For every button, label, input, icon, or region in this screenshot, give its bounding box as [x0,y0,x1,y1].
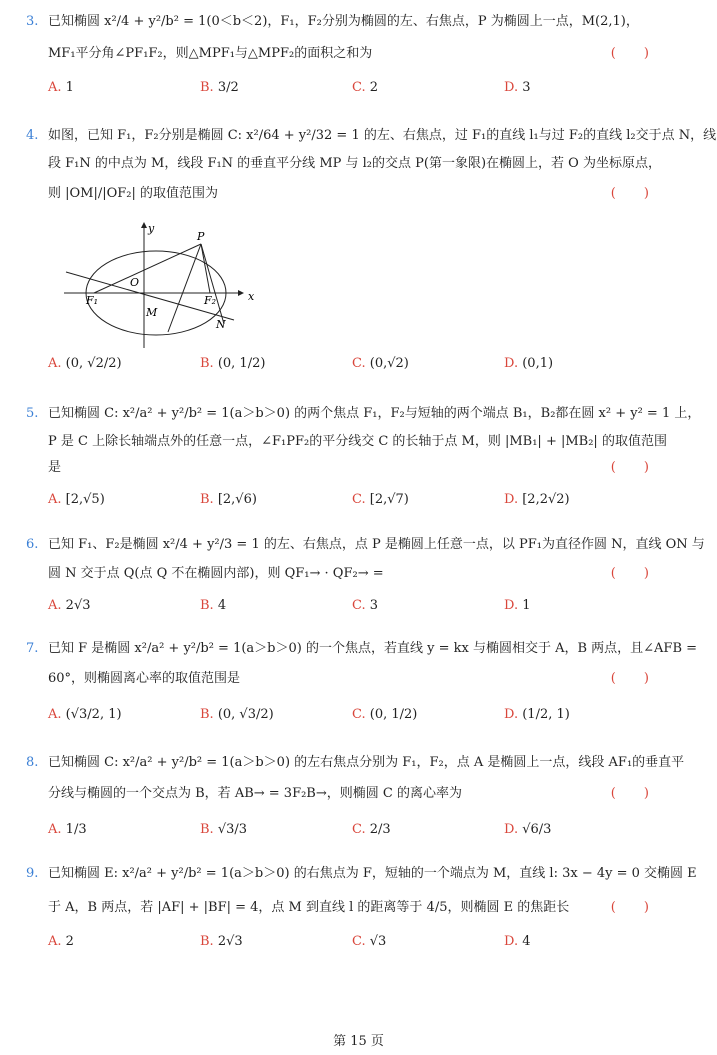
answer-paren: ( ) [610,786,661,801]
question-text-line: 已知椭圆 C: x²/a² + y²/b² = 1(a＞b＞0) 的两个焦点 F₁，F₂与短轴的两个端点 B₁，B₂都在圆 x² + y² = 1 上， [48,406,701,421]
question-text-line: 已知 F₁、F₂是椭圆 x²/4 + y²/3 = 1 的左、右焦点，点 P 是椭圆上任意一点，以 PF₁为直径作圆 N，直线 ON 与 [48,537,705,552]
option-d[interactable]: D. [2,2√2) [504,492,570,507]
question-text-line: 是 [48,460,62,475]
line-f2-p [201,244,210,293]
question-number: 9. [26,866,39,881]
question-text-line: 于 A，B 两点，若 |AF| + |BF| = 4，点 M 到直线 l 的距离等于 4/5，则椭圆 E 的焦距长 [48,900,570,915]
label-p: P [197,230,205,243]
question-6 [26,533,705,619]
question-number: 3. [26,14,39,29]
question-4 [26,124,717,386]
question-3 [26,10,699,110]
question-text-line: 分线与椭圆的一个交点为 B，若 AB→ = 3F₂B→，则椭圆 C 的离心率为 [48,786,462,801]
option-a[interactable]: A. 2√3 [48,598,91,613]
question-text-line: 如图，已知 F₁，F₂分别是椭圆 C: x²/64 + y²/32 = 1 的左、右焦点，过 F₁的直线 l₁与过 F₂的直线 l₂交于点 N，线 [48,128,717,143]
option-c[interactable]: C. 3 [352,598,379,613]
question-text-line: 圆 N 交于点 Q(点 Q 不在椭圆内部)，则 QF₁→ · QF₂→ = [48,566,384,581]
options [48,930,699,954]
option-b[interactable]: B. [2,√6) [200,492,257,507]
label-x: x [248,290,255,303]
answer-paren: ( ) [610,900,661,915]
option-b[interactable]: B. 3/2 [200,80,239,95]
option-c[interactable]: C. 2 [352,80,379,95]
question-text-line: 已知椭圆 C: x²/a² + y²/b² = 1(a＞b＞0) 的左右焦点分别为 F₁，F₂，点 A 是椭圆上一点，线段 AF₁的垂直平 [48,755,685,770]
answer-paren: ( ) [610,186,661,201]
question-text-line: MF₁平分角∠PF₁F₂，则△MPF₁与△MPF₂的面积之和为 [48,46,373,61]
options [48,703,699,727]
question-number: 6. [26,537,39,552]
option-d[interactable]: D. 4 [504,934,531,949]
option-d[interactable]: D. (0,1) [504,356,554,371]
option-b[interactable]: B. √3/3 [200,822,248,837]
option-a[interactable]: A. (√3/2, 1) [48,707,122,722]
label-m: M [146,306,158,319]
question-text-line: 60°，则椭圆离心率的取值范围是 [48,671,241,686]
options [48,818,699,842]
question-number: 5. [26,406,39,421]
answer-paren: ( ) [610,566,661,581]
option-a[interactable]: A. 2 [48,934,74,949]
option-b[interactable]: B. (0, 1/2) [200,356,266,371]
ellipse-figure [56,220,256,350]
option-d[interactable]: D. 3 [504,80,531,95]
options [48,352,699,376]
question-text-line: 则 |OM|/|OF₂| 的取值范围为 [48,186,219,201]
answer-paren: ( ) [610,671,661,686]
question-text-line: 已知椭圆 E: x²/a² + y²/b² = 1(a＞b＞0) 的右焦点为 F，短轴的一个端点为 M，直线 l: 3x − 4y = 0 交椭圆 E [48,866,697,881]
option-c[interactable]: C. (0,√2) [352,356,409,371]
question-number: 7. [26,641,39,656]
option-b[interactable]: B. 2√3 [200,934,243,949]
answer-paren: ( ) [610,460,661,475]
option-c[interactable]: C. √3 [352,934,387,949]
question-number: 4. [26,128,39,143]
option-a[interactable]: A. (0, √2/2) [48,356,122,371]
option-c[interactable]: C. (0, 1/2) [352,707,418,722]
label-f2: F₂ [204,294,217,307]
option-c[interactable]: C. 2/3 [352,822,391,837]
y-axis-arrow [141,222,147,228]
question-5 [26,402,699,514]
x-axis-arrow [238,290,244,296]
label-n: N [216,318,226,331]
page-number: 第 15 页 [333,1034,384,1049]
options [48,488,699,512]
option-b[interactable]: B. (0, √3/2) [200,707,274,722]
question-8 [26,751,699,847]
question-7 [26,637,699,729]
question-number: 8. [26,755,39,770]
label-o: O [130,276,140,289]
option-c[interactable]: C. [2,√7) [352,492,409,507]
question-text-line: P 是 C 上除长轴端点外的任意一点，∠F₁PF₂的平分线交 C 的长轴于点 M，则 |MB₁| + |MB₂| 的取值范围 [48,434,667,449]
label-y: y [148,222,155,235]
answer-paren: ( ) [610,46,661,61]
option-a[interactable]: A. 1 [48,80,74,95]
question-text-line: 已知椭圆 x²/4 + y²/b² = 1(0＜b＜2)，F₁，F₂分别为椭圆的左、右焦点，P 为椭圆上一点，M(2,1)， [48,14,639,29]
option-d[interactable]: D. (1/2, 1) [504,707,570,722]
label-f1: F₁ [86,294,99,307]
option-d[interactable]: D. √6/3 [504,822,552,837]
option-a[interactable]: A. 1/3 [48,822,87,837]
question-9 [26,862,699,956]
question-text-line: 段 F₁N 的中点为 M，线段 F₁N 的垂直平分线 MP 与 l₂的交点 P(第一象限)在椭圆上，若 O 为坐标原点， [48,156,661,171]
options [48,594,699,618]
options [48,76,699,100]
option-a[interactable]: A. [2,√5) [48,492,105,507]
option-b[interactable]: B. 4 [200,598,227,613]
question-text-line: 已知 F 是椭圆 x²/a² + y²/b² = 1(a＞b＞0) 的一个焦点，若直线 y = kx 与椭圆相交于 A，B 两点，且∠AFB = [48,641,698,656]
option-d[interactable]: D. 1 [504,598,531,613]
